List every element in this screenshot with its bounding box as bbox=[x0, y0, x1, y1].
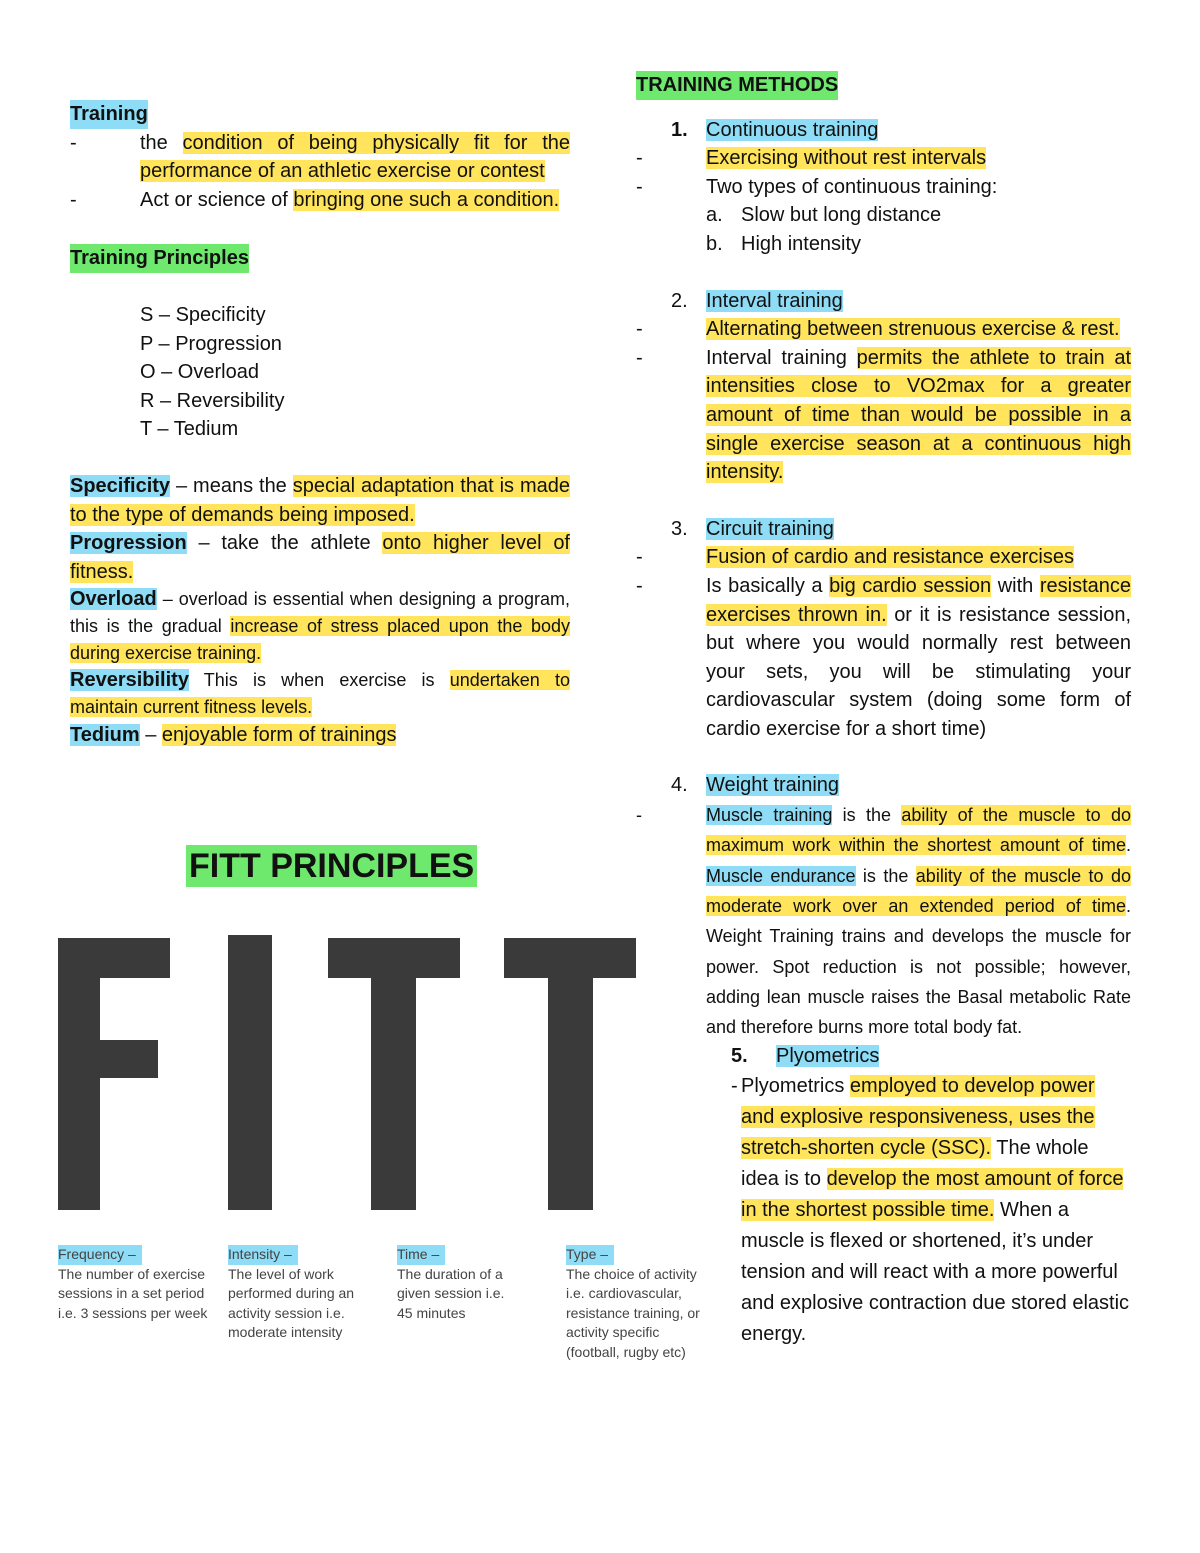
letter-f-middle bbox=[58, 1040, 158, 1078]
muscle-endurance-label: Muscle endurance bbox=[706, 865, 856, 886]
bullet-highlight: permits the athlete to train at intensities close to VO2max for a greater amount of time than would be possible in a single exercise season at a continuous high intensity. bbox=[706, 346, 1132, 484]
tedium-label: Tedium bbox=[70, 724, 140, 747]
fitt-legend-intensity bbox=[228, 1245, 383, 1343]
overload-text: – overload is essential when designing a program, this is the gradual bbox=[70, 589, 570, 637]
letter-t1-stem bbox=[371, 938, 416, 1210]
bullet-text: or it is resistance session, but where you would normally rest between your sets, you will be stimulating your cardiovascular system (doing some form of cardio exercise for a short time) bbox=[706, 603, 1132, 740]
method-bullet: - Fusion of cardio and resistance exercises bbox=[636, 546, 1074, 569]
legend-label: Type – bbox=[566, 1245, 614, 1265]
def1-highlight: condition of being physically fit for the performance of an athletic exercise or contest bbox=[140, 131, 571, 183]
overload-highlight: increase of stress placed upon the body during exercise training. bbox=[70, 616, 570, 664]
method-title: Interval training bbox=[706, 289, 843, 312]
progression-highlight: onto higher level of fitness. bbox=[70, 532, 570, 583]
principles-list bbox=[70, 301, 570, 444]
bullet-text: with bbox=[991, 574, 1040, 597]
bullet-highlight: Exercising without rest intervals bbox=[706, 147, 987, 170]
reversibility-label: Reversibility bbox=[70, 669, 189, 692]
tedium-highlight: enjoyable form of trainings bbox=[161, 724, 397, 747]
method-interval bbox=[636, 287, 1131, 316]
method-number: 2. bbox=[671, 289, 688, 312]
method-title: Plyometrics bbox=[776, 1045, 880, 1068]
method-bullet: - Is basically a big cardio session with resistance exercises thrown in. or it is resistance session, but where you would normally rest between your sets, you will be stimulating your cardiovascular system (doing some form of cardio exercise for a short time) bbox=[636, 574, 1132, 740]
bullet-text: . Weight Training trains and develops the muscle for power. Spot reduction is not possible; however, adding lean muscle raises the Basal metabolic Rate and therefore burns more total body fat. bbox=[706, 895, 1131, 1038]
legend-label: Frequency – bbox=[58, 1245, 142, 1265]
bullet-text: . bbox=[1125, 835, 1131, 856]
method-bullet: - Alternating between strenuous exercise & rest. bbox=[636, 318, 1120, 341]
principle-item: O – Overload bbox=[140, 361, 259, 384]
method-plyometrics bbox=[636, 1042, 1131, 1071]
bullet-text: Is basically a bbox=[706, 574, 830, 597]
principles-heading: Training Principles bbox=[70, 244, 249, 273]
bullet-text: The whole idea is to bbox=[741, 1137, 1089, 1191]
sub-item bbox=[636, 230, 1131, 259]
method-bullet: - Two types of continuous training: bbox=[636, 173, 1131, 202]
training-definition-1: - the condition of being physically fit for the performance of an athletic exercise or contest bbox=[70, 131, 571, 183]
tedium-paragraph bbox=[70, 721, 570, 750]
method-bullet: - Exercising without rest intervals bbox=[636, 147, 987, 170]
sub-text: Slow but long distance bbox=[741, 204, 942, 227]
method-circuit bbox=[636, 515, 1131, 544]
sub-text: High intensity bbox=[741, 232, 862, 255]
muscle-training-label: Muscle training bbox=[706, 805, 833, 826]
method-bullet: - Interval training permits the athlete to train at intensities close to VO2max for a greater amount of time than would be possible in a single exercise season at a continuous high intensity. bbox=[636, 346, 1132, 484]
reversibility-text: This is when exercise is bbox=[188, 670, 450, 691]
specificity-label: Specificity bbox=[70, 474, 171, 497]
sub-item bbox=[636, 201, 1131, 230]
specificity-text: – means the bbox=[170, 474, 293, 497]
sub-mark: b. bbox=[706, 232, 723, 255]
specificity-highlight: special adaptation that is made to the type of demands being imposed. bbox=[70, 474, 570, 526]
fitt-legend-time bbox=[397, 1245, 522, 1323]
overload-paragraph bbox=[70, 586, 570, 667]
legend-text: The level of work performed during an activity session i.e. moderate intensity bbox=[228, 1265, 355, 1340]
progression-label: Progression bbox=[70, 532, 187, 555]
fitt-legend-frequency bbox=[58, 1245, 213, 1323]
bullet-highlight: develop the most amount of force in the shortest possible time. bbox=[741, 1168, 1124, 1222]
method-title: Circuit training bbox=[706, 517, 834, 540]
letter-i bbox=[228, 935, 272, 1210]
method-title: Continuous training bbox=[706, 118, 879, 141]
def2-text: Act or science of bbox=[140, 188, 294, 211]
principle-item: T – Tedium bbox=[140, 418, 239, 441]
bullet-text: Interval training bbox=[706, 346, 857, 369]
bullet-highlight: resistance exercises thrown in. bbox=[706, 574, 1131, 626]
bullet-highlight: ability of the muscle to do maximum work within the shortest amount of time bbox=[706, 805, 1132, 856]
sub-mark: a. bbox=[706, 204, 723, 227]
principle-item: S – Specificity bbox=[140, 303, 266, 326]
bullet-highlight: employed to develop power and explosive responsiveness, uses the stretch-shorten cycle (SSC). bbox=[741, 1075, 1095, 1160]
reversibility-highlight: undertaken to maintain current fitness levels. bbox=[70, 670, 570, 718]
legend-text: The number of exercise sessions in a set period i.e. 3 sessions per week bbox=[58, 1265, 208, 1321]
methods-heading: TRAINING METHODS bbox=[636, 71, 838, 100]
training-definition-2: - Act or science of bringing one such a condition. bbox=[70, 188, 560, 211]
bullet-text: is the bbox=[832, 805, 902, 826]
fitt-logo-graphic bbox=[58, 935, 638, 1210]
principle-item: P – Progression bbox=[140, 332, 282, 355]
legend-label: Intensity – bbox=[228, 1245, 298, 1265]
legend-text: The duration of a given session i.e. 45 minutes bbox=[397, 1265, 505, 1321]
overload-label: Overload bbox=[70, 588, 157, 611]
method-bullet: - Muscle training is the ability of the muscle to do maximum work within the shortest amount of time. Muscle endurance is the ability of the muscle to do moderate work over an extended period of time. Weight Training trains and develops the muscle for power. Spot reduction is not possible; however, adding lean muscle raises the Basal metabolic Rate and therefore burns more total body fat. bbox=[636, 805, 1132, 1038]
method-continuous bbox=[636, 116, 1131, 145]
bullet-highlight: ability of the muscle to do moderate work over an extended period of time bbox=[706, 865, 1131, 916]
method-number: 1. bbox=[671, 118, 688, 141]
bullet-highlight: big cardio session bbox=[829, 574, 992, 597]
legend-label: Time – bbox=[397, 1245, 445, 1265]
reversibility-paragraph bbox=[70, 667, 570, 721]
left-column bbox=[70, 100, 570, 750]
legend-text: The choice of activity i.e. cardiovascular, resistance training, or activity specific (football, rugby etc) bbox=[566, 1265, 700, 1360]
letter-t2-stem bbox=[548, 938, 593, 1210]
method-number: 5. bbox=[731, 1045, 748, 1068]
method-number: 4. bbox=[671, 774, 688, 797]
progression-paragraph bbox=[70, 529, 570, 586]
right-column bbox=[636, 71, 1131, 1350]
def2-highlight: bringing one such a condition. bbox=[293, 188, 560, 211]
letter-f-top bbox=[58, 938, 170, 978]
method-weight bbox=[636, 771, 1131, 800]
principle-item: R – Reversibility bbox=[140, 389, 285, 412]
bullet-text: Two types of continuous training: bbox=[706, 175, 998, 198]
fitt-title: FITT PRINCIPLES bbox=[186, 845, 477, 887]
progression-text: – take the athlete bbox=[186, 532, 383, 555]
bullet-text: is the bbox=[855, 865, 916, 886]
bullet-text: When a muscle is flexed or shortened, it’s under tension and will react with a more powerful and explosive contraction due stored elastic energy. bbox=[741, 1199, 1130, 1346]
method-title: Weight training bbox=[706, 774, 840, 797]
bullet-highlight: Fusion of cardio and resistance exercises bbox=[706, 546, 1074, 569]
method-bullet: - Plyometrics employed to develop power and explosive responsiveness, uses the stretch-shorten cycle (SSC). The whole idea is to develop the most amount of force in the shortest possible time. When a muscle is flexed or shortened, it’s under tension and will react with a more powerful and explosive contraction due stored elastic energy. bbox=[731, 1075, 1130, 1346]
bullet-text: Plyometrics bbox=[741, 1075, 850, 1098]
bullet-highlight: Alternating between strenuous exercise & rest. bbox=[706, 318, 1120, 341]
method-number: 3. bbox=[671, 517, 688, 540]
tedium-text: – bbox=[139, 724, 162, 747]
training-heading: Training bbox=[70, 100, 148, 129]
specificity-paragraph bbox=[70, 472, 570, 529]
def1-text: the bbox=[140, 131, 183, 154]
